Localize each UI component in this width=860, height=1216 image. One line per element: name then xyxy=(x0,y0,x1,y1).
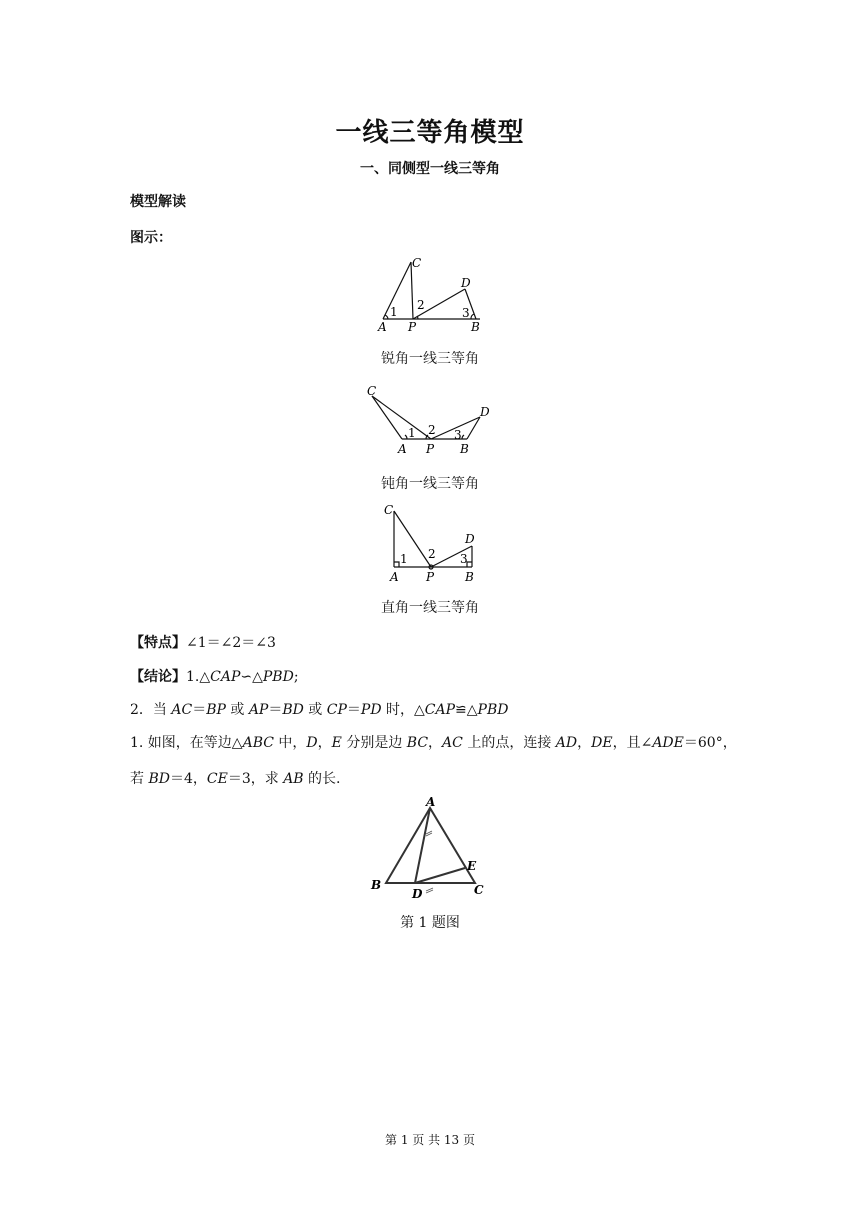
text-run: 2．当 xyxy=(130,702,172,718)
text-run: ＝60°， xyxy=(683,735,737,751)
label-A: A xyxy=(378,320,387,334)
page-footer: 第 1 页 共 13 页 xyxy=(385,1133,475,1147)
text-run: E xyxy=(331,735,342,751)
right-angle-figure xyxy=(380,500,480,588)
label-B: B xyxy=(371,878,382,892)
feature-text: ∠1＝∠2＝∠3 xyxy=(186,635,276,651)
text-run: 的长. xyxy=(303,771,341,787)
text-run: 或 xyxy=(303,702,327,718)
caption-obtuse: 钝角一线三等角 xyxy=(381,476,479,492)
angle-2: 2 xyxy=(428,423,436,437)
label-P: P xyxy=(408,320,417,334)
angle-1: 1 xyxy=(390,305,398,319)
text-run: ＝ xyxy=(192,702,207,718)
label-P: P xyxy=(426,442,435,456)
text-run: 1. 如图，在等边△ xyxy=(130,735,243,751)
text-run: 若 xyxy=(130,771,149,787)
angle-3: 3 xyxy=(462,306,470,320)
angle-2: 2 xyxy=(417,298,425,312)
caption-acute: 锐角一线三等角 xyxy=(381,351,479,367)
obtuse-angle-figure xyxy=(362,380,498,460)
text-run: BD xyxy=(148,771,170,787)
text-run: DE xyxy=(591,735,613,751)
acute-angle-figure xyxy=(370,255,490,337)
caption-problem1: 第 1 题图 xyxy=(400,915,460,931)
text-run: ABC xyxy=(242,735,274,751)
label-E: E xyxy=(467,859,477,873)
conclusion-item1-end: ; xyxy=(293,669,299,685)
text-run: 或 xyxy=(225,702,249,718)
text-run: CAP xyxy=(424,702,456,718)
label-B: B xyxy=(460,442,469,456)
angle-2: 2 xyxy=(428,547,436,561)
feature-tag: 【特点】 xyxy=(130,635,186,651)
text-run: 时，△ xyxy=(381,702,425,718)
text-run: AP xyxy=(248,702,269,718)
label-C: C xyxy=(384,503,394,517)
text-run: ＝4， xyxy=(169,771,207,787)
text-run: CE xyxy=(206,771,228,787)
label-D: D xyxy=(465,532,475,546)
page-title: 一线三等角模型 xyxy=(335,118,525,148)
label-C: C xyxy=(474,883,484,897)
text-run: AD xyxy=(555,735,578,751)
conclusion-item1-prefix: 1.△ xyxy=(186,669,211,685)
angle-3: 3 xyxy=(454,428,462,442)
conclusion-line-2 xyxy=(130,699,508,719)
label-D: D xyxy=(412,887,423,901)
label-A: A xyxy=(390,570,399,584)
text-run: D xyxy=(306,735,318,751)
conclusion-tag: 【结论】 xyxy=(130,669,186,685)
angle-1: 1 xyxy=(400,552,408,566)
angle-3: 3 xyxy=(460,552,468,566)
text-run: BP xyxy=(206,702,226,718)
conclusion-line-1 xyxy=(130,666,299,686)
label-D: D xyxy=(480,405,490,419)
figure-heading: 图示： xyxy=(130,230,172,246)
section-subtitle: 一、同侧型一线三等角 xyxy=(360,161,500,177)
text-run: ，且∠ xyxy=(612,735,653,751)
text-run: ， xyxy=(577,735,592,751)
label-B: B xyxy=(465,570,474,584)
text-run: ＝3，求 xyxy=(227,771,284,787)
problem1-figure xyxy=(366,792,492,902)
caption-right: 直角一线三等角 xyxy=(381,600,479,616)
text-run: ADE xyxy=(652,735,684,751)
text-run: AB xyxy=(283,771,304,787)
text-run: ≌△ xyxy=(455,702,478,718)
text-run: AC xyxy=(171,702,193,718)
text-run: 上的点，连接 xyxy=(462,735,556,751)
text-run: ＝ xyxy=(346,702,361,718)
text-run: ＝ xyxy=(268,702,283,718)
section-heading: 模型解读 xyxy=(130,194,186,210)
text-run: PD xyxy=(360,702,382,718)
label-C: C xyxy=(367,384,377,398)
conclusion-item1-a: CAP xyxy=(210,669,241,685)
label-B: B xyxy=(471,320,480,334)
label-C: C xyxy=(412,256,422,270)
text-run: 中， xyxy=(273,735,307,751)
label-A: A xyxy=(398,442,407,456)
text-run: AC xyxy=(442,735,463,751)
angle-1: 1 xyxy=(408,426,416,440)
text-run: BC xyxy=(406,735,429,751)
conclusion-item1-b: PBD xyxy=(262,669,294,685)
conclusion-item1-sym: ∽△ xyxy=(240,669,263,685)
text-run: PBD xyxy=(477,702,509,718)
text-run: BD xyxy=(282,702,304,718)
label-D: D xyxy=(461,276,471,290)
text-run: CP xyxy=(326,702,347,718)
text-run: 分别是边 xyxy=(341,735,407,751)
text-run: ， xyxy=(428,735,443,751)
text-run: ， xyxy=(317,735,332,751)
label-A: A xyxy=(426,795,436,809)
problem1-line-1 xyxy=(130,732,737,752)
feature-line xyxy=(130,632,276,652)
problem1-line-2 xyxy=(130,768,341,788)
label-P: P xyxy=(426,570,435,584)
